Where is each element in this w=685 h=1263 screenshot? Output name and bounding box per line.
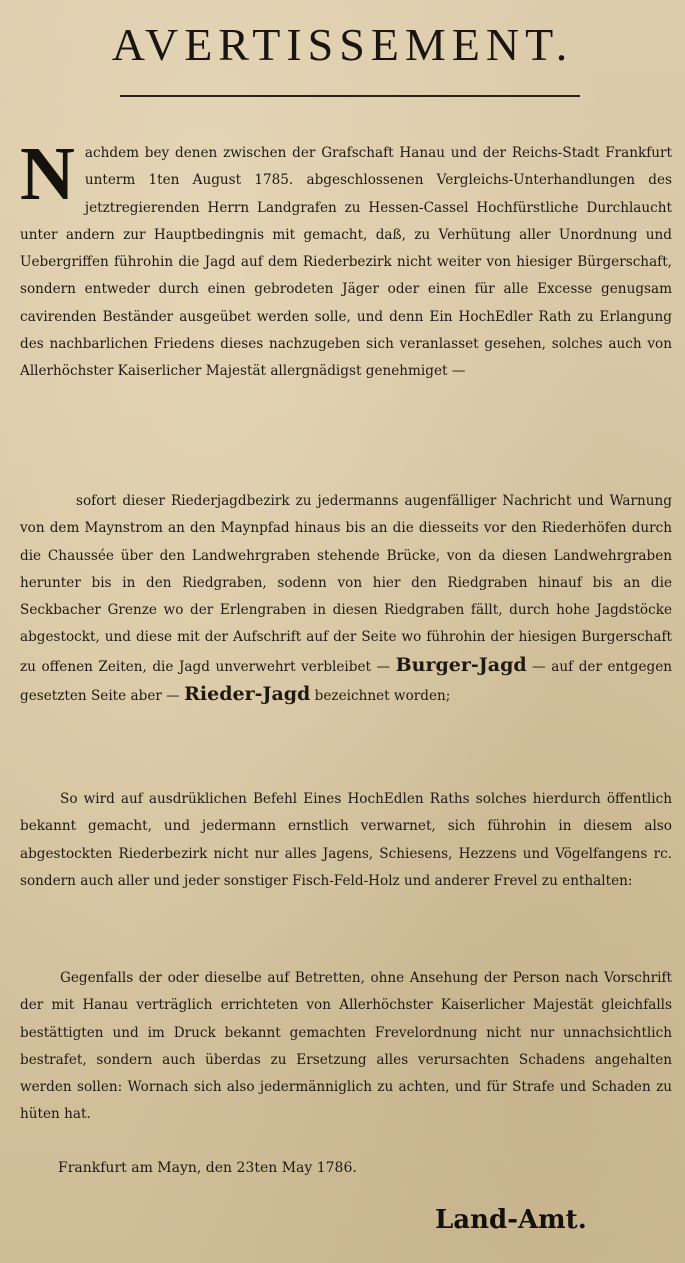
- paragraph-2-text: sofort dieser Riederjagdbezirk zu jedermanns augenfälliger Nachricht und Warnung von dem Maynstrom an den Maynpfad hinaus bis an die diesseits vor den Riederhöfen durch die Chaussée über den Landwehrgraben stehende Brücke, von da diesen Landwehrgraben herunter bis in den Riedgraben, sodenn von hier den Riedgraben hinauf bis an die Seckbacher Grenze wo der Erlengraben in diesen Riedgraben fällt, durch hohe Jagdstöcke abgestockt, und diese mit der Aufschrift auf der Seite wo führohin der hiesigen Burgerschaft zu offenen Zeiten, die Jagd unverwehrt verbleibet —: [20, 493, 672, 675]
- paragraph-2-text-end: bezeichnet worden;: [310, 688, 451, 705]
- paragraph-2: [20, 488, 672, 710]
- document-title: AVERTISSEMENT.: [111, 19, 574, 70]
- paragraph-1-text: achdem bey denen zwischen der Grafschaft Hanau und der Reichs-Stadt Frankfurt unterm 1ten August 1785. abgeschlossenen Vergleichs-Unterhandlungen des jetztregierenden Herrn Landgrafen zu Hessen-Cassel Hochfürstliche Durchlaucht unter andern zur Hauptbedingnis mit gemacht, daß, zu Verhütung aller Unordnung und Uebergriffen führohin die Jagd auf dem Riederbezirk nicht weiter von hiesiger Bürgerschaft, sondern entweder durch einen gebrodeten Jäger oder einen für alle Excesse genugsam cavirenden Beständer ausgeübet werden solle, und denn Ein HochEdler Rath zu Erlangung des nachbarlichen Friedens dieses nachzugeben sich veranlasset gesehen, solches auch von Allerhöchster Kaiserlicher Majestät allergnädigst genehmiget —: [20, 145, 672, 380]
- paragraph-4: [20, 965, 672, 1129]
- paragraph-3-text: So wird auf ausdrüklichen Befehl Eines HochEdlen Raths solches hierdurch öffentlich bekannt gemacht, und jedermann ernstlich verwarnet, sich führohin in diesem also abgestockten Riederbezirk nicht nur alles Jagens, Schiesens, Hezzens und Vögelfangens rc. sondern auch aller und jeder sonstiger Fisch-Feld-Holz und anderer Frevel zu enthalten:: [20, 791, 672, 889]
- drop-cap: N: [20, 132, 75, 216]
- burger-jagd-label: Burger-Jagd: [395, 653, 527, 676]
- paragraph-1: [20, 132, 672, 386]
- paragraph-4-text: Gegenfalls der oder dieselbe auf Betretten, ohne Ansehung der Person nach Vorschrift der mit Hanau verträglich errichteten von Allerhöchster Kaiserlicher Majestät gleichfalls bestättigten und im Druck bekannt gemachten Frevelordnung nicht nur unnachsichtlich bestrafet, sondern auch überdas zu Ersetzung alles verursachten Schadens angehalten werden sollen: Wornach sich also jedermänniglich zu achten, und für Strafe und Schaden zu hüten hat.: [20, 970, 672, 1123]
- paragraph-3: [20, 786, 672, 895]
- title-rule: [120, 95, 580, 97]
- rieder-jagd-label: Rieder-Jagd: [184, 683, 311, 706]
- dateline: Frankfurt am Mayn, den 23ten May 1786.: [58, 1160, 357, 1176]
- paragraph-2-text-cont: — auf der entgegen gesetzten Seite aber —: [20, 658, 672, 705]
- signature: Land-Amt.: [435, 1205, 587, 1235]
